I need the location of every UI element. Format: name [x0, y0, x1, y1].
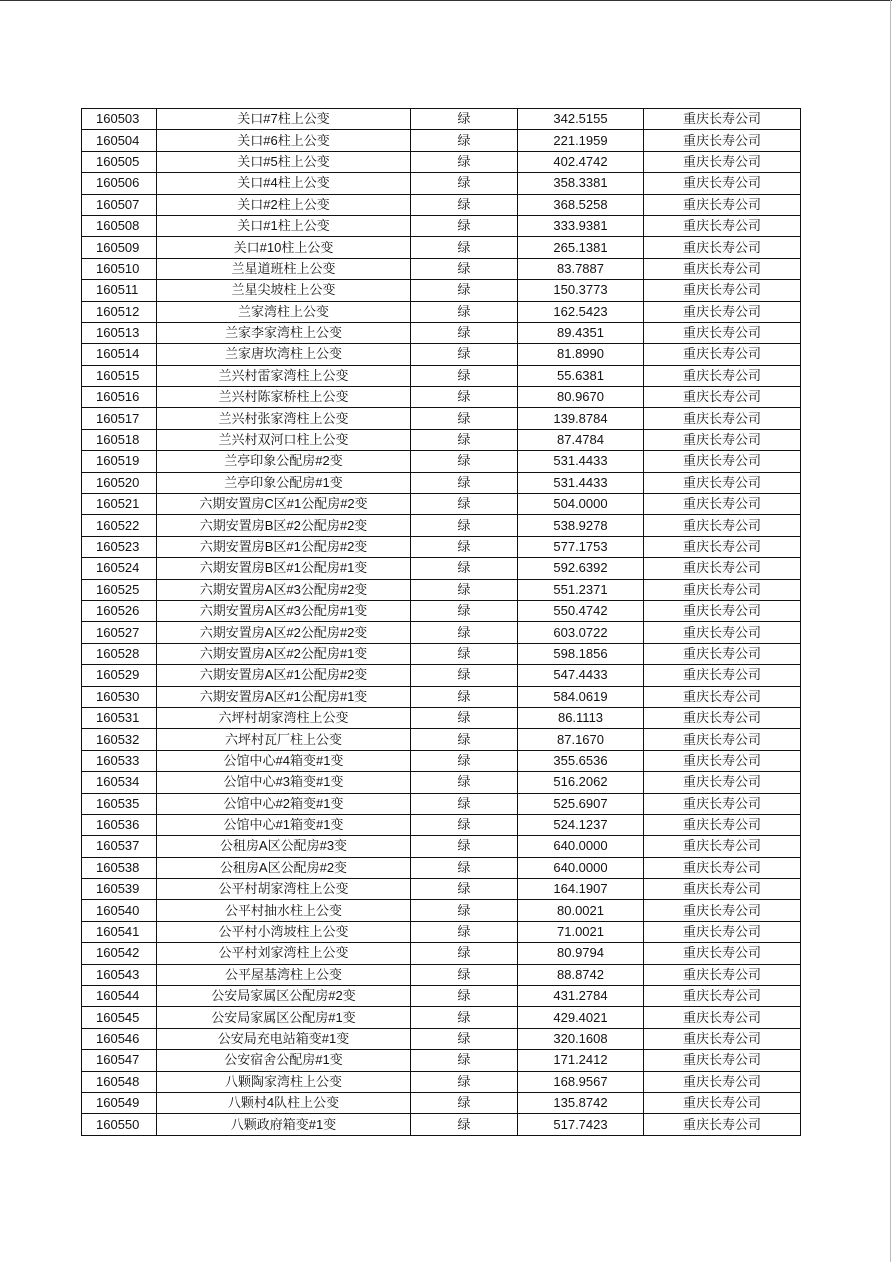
table-row: [82, 579, 801, 600]
table-row: [82, 344, 801, 365]
row-id-cell: 160524: [82, 558, 157, 579]
company-name-cell: 重庆长寿公司: [644, 322, 801, 343]
capacity-value-cell: 358.3381: [518, 173, 644, 194]
company-name-cell: 重庆长寿公司: [644, 130, 801, 151]
status-color-cell: 绿: [411, 729, 518, 750]
status-color-cell: 绿: [411, 258, 518, 279]
table-row: [82, 280, 801, 301]
transformer-name-cell: 关口#6柱上公变: [157, 130, 411, 151]
status-color-cell: 绿: [411, 365, 518, 386]
table-row: [82, 558, 801, 579]
transformer-name-cell: 六期安置房A区#1公配房#1变: [157, 686, 411, 707]
company-name-cell: 重庆长寿公司: [644, 365, 801, 386]
table-row: [82, 1114, 801, 1135]
transformer-name-cell: 八颗村4队柱上公变: [157, 1092, 411, 1113]
status-color-cell: 绿: [411, 750, 518, 771]
status-color-cell: 绿: [411, 558, 518, 579]
page-right-border: [890, 0, 891, 1262]
company-name-cell: 重庆长寿公司: [644, 600, 801, 621]
company-name-cell: 重庆长寿公司: [644, 793, 801, 814]
capacity-value-cell: 368.5258: [518, 194, 644, 215]
status-color-cell: 绿: [411, 600, 518, 621]
table-row: [82, 1007, 801, 1028]
row-id-cell: 160547: [82, 1050, 157, 1071]
row-id-cell: 160540: [82, 900, 157, 921]
capacity-value-cell: 584.0619: [518, 686, 644, 707]
row-id-cell: 160530: [82, 686, 157, 707]
transformer-name-cell: 公安局家属区公配房#1变: [157, 1007, 411, 1028]
capacity-value-cell: 355.6536: [518, 750, 644, 771]
transformer-name-cell: 六期安置房A区#2公配房#2变: [157, 622, 411, 643]
capacity-value-cell: 150.3773: [518, 280, 644, 301]
company-name-cell: 重庆长寿公司: [644, 900, 801, 921]
capacity-value-cell: 342.5155: [518, 109, 644, 130]
transformer-name-cell: 关口#4柱上公变: [157, 173, 411, 194]
row-id-cell: 160535: [82, 793, 157, 814]
company-name-cell: 重庆长寿公司: [644, 665, 801, 686]
transformer-name-cell: 六期安置房B区#1公配房#2变: [157, 536, 411, 557]
status-color-cell: 绿: [411, 408, 518, 429]
table-row: [82, 194, 801, 215]
transformer-name-cell: 兰兴村陈家桥柱上公变: [157, 387, 411, 408]
table-row: [82, 472, 801, 493]
status-color-cell: 绿: [411, 1028, 518, 1049]
company-name-cell: 重庆长寿公司: [644, 301, 801, 322]
transformer-name-cell: 公平屋基湾柱上公变: [157, 964, 411, 985]
row-id-cell: 160525: [82, 579, 157, 600]
company-name-cell: 重庆长寿公司: [644, 579, 801, 600]
status-color-cell: 绿: [411, 472, 518, 493]
table-row: [82, 707, 801, 728]
capacity-value-cell: 221.1959: [518, 130, 644, 151]
company-name-cell: 重庆长寿公司: [644, 429, 801, 450]
transformer-name-cell: 六期安置房A区#1公配房#2变: [157, 665, 411, 686]
transformer-name-cell: 六期安置房A区#3公配房#2变: [157, 579, 411, 600]
transformer-name-cell: 公租房A区公配房#3变: [157, 836, 411, 857]
transformer-name-cell: 六期安置房B区#2公配房#2变: [157, 515, 411, 536]
capacity-value-cell: 531.4433: [518, 472, 644, 493]
row-id-cell: 160536: [82, 814, 157, 835]
company-name-cell: 重庆长寿公司: [644, 173, 801, 194]
capacity-value-cell: 516.2062: [518, 772, 644, 793]
transformer-name-cell: 八颗政府箱变#1变: [157, 1114, 411, 1135]
status-color-cell: 绿: [411, 215, 518, 236]
capacity-value-cell: 81.8990: [518, 344, 644, 365]
company-name-cell: 重庆长寿公司: [644, 109, 801, 130]
status-color-cell: 绿: [411, 900, 518, 921]
row-id-cell: 160507: [82, 194, 157, 215]
status-color-cell: 绿: [411, 772, 518, 793]
transformer-name-cell: 六期安置房A区#3公配房#1变: [157, 600, 411, 621]
company-name-cell: 重庆长寿公司: [644, 494, 801, 515]
capacity-value-cell: 538.9278: [518, 515, 644, 536]
row-id-cell: 160519: [82, 451, 157, 472]
table-row: [82, 1028, 801, 1049]
capacity-value-cell: 265.1381: [518, 237, 644, 258]
transformer-name-cell: 兰家唐坎湾柱上公变: [157, 344, 411, 365]
row-id-cell: 160529: [82, 665, 157, 686]
row-id-cell: 160514: [82, 344, 157, 365]
row-id-cell: 160545: [82, 1007, 157, 1028]
company-name-cell: 重庆长寿公司: [644, 729, 801, 750]
row-id-cell: 160528: [82, 643, 157, 664]
table-body: [82, 109, 801, 1136]
row-id-cell: 160506: [82, 173, 157, 194]
capacity-value-cell: 517.7423: [518, 1114, 644, 1135]
company-name-cell: 重庆长寿公司: [644, 151, 801, 172]
capacity-value-cell: 139.8784: [518, 408, 644, 429]
table-row: [82, 1050, 801, 1071]
table-row: [82, 729, 801, 750]
company-name-cell: 重庆长寿公司: [644, 1007, 801, 1028]
table-row: [82, 322, 801, 343]
transformer-name-cell: 八颗陶家湾柱上公变: [157, 1071, 411, 1092]
status-color-cell: 绿: [411, 622, 518, 643]
table-row: [82, 1071, 801, 1092]
capacity-value-cell: 592.6392: [518, 558, 644, 579]
transformer-name-cell: 兰兴村张家湾柱上公变: [157, 408, 411, 429]
table-row: [82, 130, 801, 151]
row-id-cell: 160549: [82, 1092, 157, 1113]
company-name-cell: 重庆长寿公司: [644, 451, 801, 472]
transformer-name-cell: 公平村胡家湾柱上公变: [157, 879, 411, 900]
row-id-cell: 160516: [82, 387, 157, 408]
row-id-cell: 160508: [82, 215, 157, 236]
company-name-cell: 重庆长寿公司: [644, 536, 801, 557]
capacity-value-cell: 168.9567: [518, 1071, 644, 1092]
table-row: [82, 879, 801, 900]
company-name-cell: 重庆长寿公司: [644, 921, 801, 942]
row-id-cell: 160542: [82, 943, 157, 964]
company-name-cell: 重庆长寿公司: [644, 879, 801, 900]
table-row: [82, 665, 801, 686]
transformer-name-cell: 公租房A区公配房#2变: [157, 857, 411, 878]
status-color-cell: 绿: [411, 1071, 518, 1092]
capacity-value-cell: 550.4742: [518, 600, 644, 621]
capacity-value-cell: 71.0021: [518, 921, 644, 942]
table-row: [82, 387, 801, 408]
row-id-cell: 160521: [82, 494, 157, 515]
row-id-cell: 160515: [82, 365, 157, 386]
capacity-value-cell: 598.1856: [518, 643, 644, 664]
table-row: [82, 429, 801, 450]
status-color-cell: 绿: [411, 943, 518, 964]
company-name-cell: 重庆长寿公司: [644, 943, 801, 964]
transformer-name-cell: 公平村小湾坡柱上公变: [157, 921, 411, 942]
transformer-name-cell: 兰家湾柱上公变: [157, 301, 411, 322]
table-row: [82, 536, 801, 557]
capacity-value-cell: 80.9794: [518, 943, 644, 964]
table-row: [82, 365, 801, 386]
status-color-cell: 绿: [411, 1092, 518, 1113]
table-row: [82, 921, 801, 942]
capacity-value-cell: 640.0000: [518, 857, 644, 878]
capacity-value-cell: 55.6381: [518, 365, 644, 386]
transformer-name-cell: 六期安置房C区#1公配房#2变: [157, 494, 411, 515]
status-color-cell: 绿: [411, 1114, 518, 1135]
table-row: [82, 515, 801, 536]
table-row: [82, 964, 801, 985]
company-name-cell: 重庆长寿公司: [644, 1114, 801, 1135]
row-id-cell: 160509: [82, 237, 157, 258]
status-color-cell: 绿: [411, 151, 518, 172]
transformer-name-cell: 公平村抽水柱上公变: [157, 900, 411, 921]
status-color-cell: 绿: [411, 280, 518, 301]
row-id-cell: 160533: [82, 750, 157, 771]
company-name-cell: 重庆长寿公司: [644, 622, 801, 643]
transformer-table: [81, 108, 801, 1136]
row-id-cell: 160504: [82, 130, 157, 151]
status-color-cell: 绿: [411, 921, 518, 942]
capacity-value-cell: 504.0000: [518, 494, 644, 515]
company-name-cell: 重庆长寿公司: [644, 408, 801, 429]
table-row: [82, 215, 801, 236]
company-name-cell: 重庆长寿公司: [644, 964, 801, 985]
transformer-name-cell: 公安局充电站箱变#1变: [157, 1028, 411, 1049]
capacity-value-cell: 88.8742: [518, 964, 644, 985]
capacity-value-cell: 89.4351: [518, 322, 644, 343]
status-color-cell: 绿: [411, 173, 518, 194]
transformer-name-cell: 公馆中心#3箱变#1变: [157, 772, 411, 793]
company-name-cell: 重庆长寿公司: [644, 237, 801, 258]
row-id-cell: 160550: [82, 1114, 157, 1135]
table-row: [82, 109, 801, 130]
row-id-cell: 160539: [82, 879, 157, 900]
company-name-cell: 重庆长寿公司: [644, 472, 801, 493]
status-color-cell: 绿: [411, 793, 518, 814]
transformer-name-cell: 关口#2柱上公变: [157, 194, 411, 215]
table-row: [82, 986, 801, 1007]
capacity-value-cell: 547.4433: [518, 665, 644, 686]
transformer-name-cell: 公馆中心#2箱变#1变: [157, 793, 411, 814]
transformer-name-cell: 六期安置房A区#2公配房#1变: [157, 643, 411, 664]
table-row: [82, 408, 801, 429]
transformer-name-cell: 关口#5柱上公变: [157, 151, 411, 172]
status-color-cell: 绿: [411, 301, 518, 322]
company-name-cell: 重庆长寿公司: [644, 836, 801, 857]
company-name-cell: 重庆长寿公司: [644, 750, 801, 771]
status-color-cell: 绿: [411, 879, 518, 900]
status-color-cell: 绿: [411, 707, 518, 728]
company-name-cell: 重庆长寿公司: [644, 772, 801, 793]
row-id-cell: 160527: [82, 622, 157, 643]
row-id-cell: 160518: [82, 429, 157, 450]
capacity-value-cell: 640.0000: [518, 836, 644, 857]
status-color-cell: 绿: [411, 986, 518, 1007]
company-name-cell: 重庆长寿公司: [644, 814, 801, 835]
capacity-value-cell: 429.4021: [518, 1007, 644, 1028]
table-row: [82, 793, 801, 814]
company-name-cell: 重庆长寿公司: [644, 857, 801, 878]
table-row: [82, 686, 801, 707]
status-color-cell: 绿: [411, 536, 518, 557]
transformer-name-cell: 兰兴村雷家湾柱上公变: [157, 365, 411, 386]
table-row: [82, 301, 801, 322]
transformer-name-cell: 兰亭印象公配房#2变: [157, 451, 411, 472]
row-id-cell: 160511: [82, 280, 157, 301]
table-row: [82, 237, 801, 258]
table-row: [82, 857, 801, 878]
row-id-cell: 160510: [82, 258, 157, 279]
table-row: [82, 173, 801, 194]
status-color-cell: 绿: [411, 643, 518, 664]
transformer-name-cell: 兰星尖坡柱上公变: [157, 280, 411, 301]
row-id-cell: 160532: [82, 729, 157, 750]
table-row: [82, 750, 801, 771]
status-color-cell: 绿: [411, 1050, 518, 1071]
table-row: [82, 643, 801, 664]
company-name-cell: 重庆长寿公司: [644, 1028, 801, 1049]
capacity-value-cell: 551.2371: [518, 579, 644, 600]
status-color-cell: 绿: [411, 130, 518, 151]
status-color-cell: 绿: [411, 387, 518, 408]
company-name-cell: 重庆长寿公司: [644, 194, 801, 215]
transformer-name-cell: 关口#7柱上公变: [157, 109, 411, 130]
status-color-cell: 绿: [411, 665, 518, 686]
company-name-cell: 重庆长寿公司: [644, 707, 801, 728]
company-name-cell: 重庆长寿公司: [644, 643, 801, 664]
table-row: [82, 772, 801, 793]
row-id-cell: 160546: [82, 1028, 157, 1049]
capacity-value-cell: 577.1753: [518, 536, 644, 557]
company-name-cell: 重庆长寿公司: [644, 1092, 801, 1113]
status-color-cell: 绿: [411, 322, 518, 343]
status-color-cell: 绿: [411, 814, 518, 835]
table-row: [82, 258, 801, 279]
row-id-cell: 160544: [82, 986, 157, 1007]
status-color-cell: 绿: [411, 579, 518, 600]
capacity-value-cell: 525.6907: [518, 793, 644, 814]
row-id-cell: 160537: [82, 836, 157, 857]
capacity-value-cell: 135.8742: [518, 1092, 644, 1113]
transformer-name-cell: 公平村刘家湾柱上公变: [157, 943, 411, 964]
page-top-border: [0, 0, 892, 1]
status-color-cell: 绿: [411, 686, 518, 707]
status-color-cell: 绿: [411, 194, 518, 215]
capacity-value-cell: 87.1670: [518, 729, 644, 750]
transformer-name-cell: 公馆中心#1箱变#1变: [157, 814, 411, 835]
row-id-cell: 160505: [82, 151, 157, 172]
status-color-cell: 绿: [411, 836, 518, 857]
transformer-name-cell: 关口#10柱上公变: [157, 237, 411, 258]
capacity-value-cell: 171.2412: [518, 1050, 644, 1071]
transformer-name-cell: 关口#1柱上公变: [157, 215, 411, 236]
row-id-cell: 160523: [82, 536, 157, 557]
status-color-cell: 绿: [411, 429, 518, 450]
row-id-cell: 160522: [82, 515, 157, 536]
row-id-cell: 160526: [82, 600, 157, 621]
company-name-cell: 重庆长寿公司: [644, 215, 801, 236]
capacity-value-cell: 80.9670: [518, 387, 644, 408]
row-id-cell: 160548: [82, 1071, 157, 1092]
table-row: [82, 600, 801, 621]
transformer-name-cell: 兰家李家湾柱上公变: [157, 322, 411, 343]
transformer-name-cell: 六坪村瓦厂柱上公变: [157, 729, 411, 750]
capacity-value-cell: 320.1608: [518, 1028, 644, 1049]
table-row: [82, 836, 801, 857]
table-row: [82, 943, 801, 964]
capacity-value-cell: 87.4784: [518, 429, 644, 450]
status-color-cell: 绿: [411, 857, 518, 878]
company-name-cell: 重庆长寿公司: [644, 515, 801, 536]
table-row: [82, 494, 801, 515]
row-id-cell: 160538: [82, 857, 157, 878]
capacity-value-cell: 83.7887: [518, 258, 644, 279]
company-name-cell: 重庆长寿公司: [644, 686, 801, 707]
capacity-value-cell: 164.1907: [518, 879, 644, 900]
status-color-cell: 绿: [411, 494, 518, 515]
table-row: [82, 900, 801, 921]
status-color-cell: 绿: [411, 515, 518, 536]
company-name-cell: 重庆长寿公司: [644, 558, 801, 579]
capacity-value-cell: 162.5423: [518, 301, 644, 322]
transformer-name-cell: 公馆中心#4箱变#1变: [157, 750, 411, 771]
table-row: [82, 1092, 801, 1113]
row-id-cell: 160520: [82, 472, 157, 493]
company-name-cell: 重庆长寿公司: [644, 1050, 801, 1071]
status-color-cell: 绿: [411, 964, 518, 985]
row-id-cell: 160513: [82, 322, 157, 343]
row-id-cell: 160541: [82, 921, 157, 942]
status-color-cell: 绿: [411, 109, 518, 130]
row-id-cell: 160503: [82, 109, 157, 130]
table-row: [82, 151, 801, 172]
company-name-cell: 重庆长寿公司: [644, 344, 801, 365]
table-row: [82, 451, 801, 472]
row-id-cell: 160543: [82, 964, 157, 985]
capacity-value-cell: 603.0722: [518, 622, 644, 643]
company-name-cell: 重庆长寿公司: [644, 986, 801, 1007]
table-row: [82, 814, 801, 835]
company-name-cell: 重庆长寿公司: [644, 387, 801, 408]
row-id-cell: 160517: [82, 408, 157, 429]
status-color-cell: 绿: [411, 344, 518, 365]
capacity-value-cell: 86.1113: [518, 707, 644, 728]
status-color-cell: 绿: [411, 1007, 518, 1028]
row-id-cell: 160531: [82, 707, 157, 728]
table-row: [82, 622, 801, 643]
transformer-name-cell: 六期安置房B区#1公配房#1变: [157, 558, 411, 579]
transformer-name-cell: 公安局家属区公配房#2变: [157, 986, 411, 1007]
capacity-value-cell: 402.4742: [518, 151, 644, 172]
row-id-cell: 160534: [82, 772, 157, 793]
transformer-name-cell: 六坪村胡家湾柱上公变: [157, 707, 411, 728]
status-color-cell: 绿: [411, 237, 518, 258]
transformer-name-cell: 兰亭印象公配房#1变: [157, 472, 411, 493]
transformer-name-cell: 兰兴村双河口柱上公变: [157, 429, 411, 450]
company-name-cell: 重庆长寿公司: [644, 280, 801, 301]
status-color-cell: 绿: [411, 451, 518, 472]
company-name-cell: 重庆长寿公司: [644, 1071, 801, 1092]
capacity-value-cell: 333.9381: [518, 215, 644, 236]
capacity-value-cell: 531.4433: [518, 451, 644, 472]
company-name-cell: 重庆长寿公司: [644, 258, 801, 279]
transformer-name-cell: 兰星道班柱上公变: [157, 258, 411, 279]
capacity-value-cell: 80.0021: [518, 900, 644, 921]
capacity-value-cell: 524.1237: [518, 814, 644, 835]
row-id-cell: 160512: [82, 301, 157, 322]
capacity-value-cell: 431.2784: [518, 986, 644, 1007]
transformer-name-cell: 公安宿舍公配房#1变: [157, 1050, 411, 1071]
